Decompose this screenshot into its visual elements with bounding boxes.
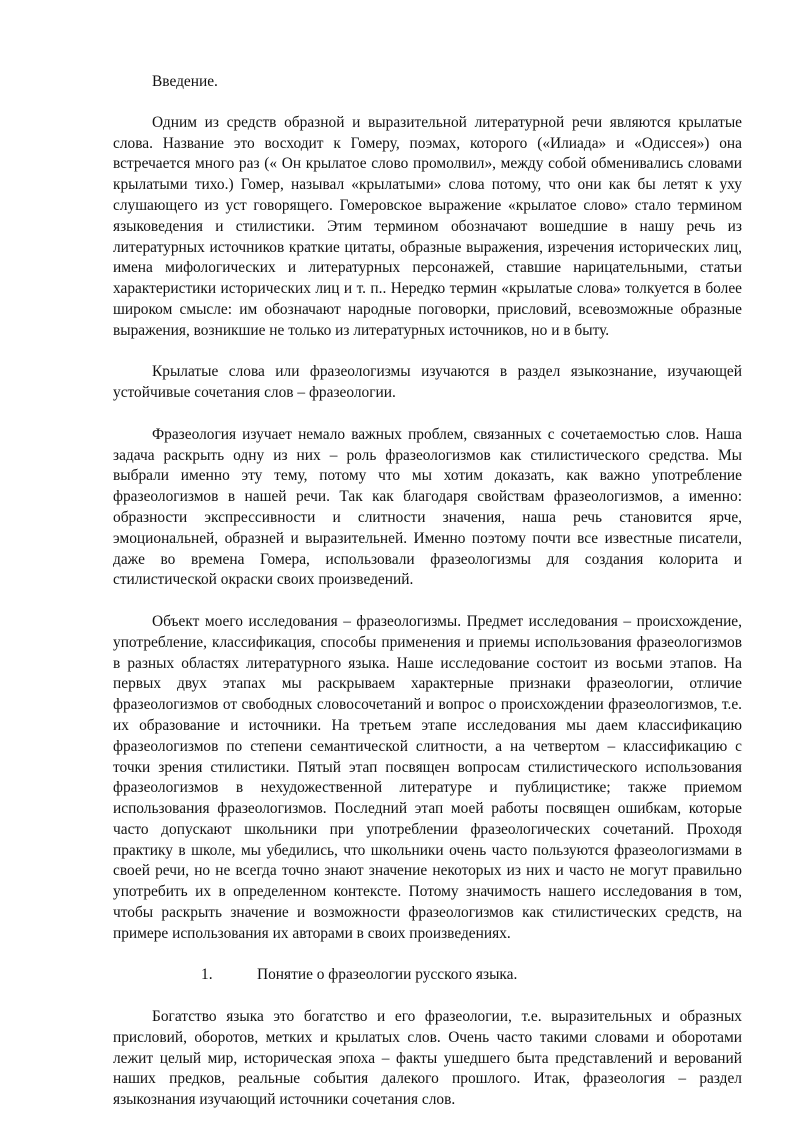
section-number: 1. — [201, 966, 213, 984]
paragraph-phraseologisms-study: Крылатые слова или фразеологизмы изучаются в раздел языкознание, изучающей устойчивые сочетания слов – фразеологии. — [113, 363, 742, 402]
paragraph-research-object: Объект моего исследования – фразеологизмы. Предмет исследования – происхождение, употребление, классификация, способы применения и приемы использования фразеологизмов в разных областях литературного языка. Наше исследование состоит из восьми этапов. На первых двух этапах мы раскрываем характерные признаки фразеологии, отличие фразеологизмов от свободных словосочетаний и вопрос о происхождении фразеологизмов, т.е. их образование и источники. На третьем этапе исследования мы даем классификацию фразеологизмов по степени семантической слитности, а на четвертом – классификацию с точки зрения стилистики. Пятый этап посвящен вопросам стилистического использования фразеологизмов в нехудожественной литературе и публицистике; также приемом использования фразеологизмов. Последний этап моей работы посвящен ошибкам, которые часто допускают школьники при употреблении фразеологических сочетаний. Проходя практику в школе, мы убедились, что школьники очень часто пользуются фразеологизмами в своей речи, но не всегда точно знают значение некоторых из них и часто не могут правильно употребить их в определенном контексте. Потому значимость нашего исследования в том, чтобы раскрыть значение и возможности фразеологизмов как стилистических средств, на примере использования их авторами в своих произведениях. — [113, 612, 742, 942]
paragraph-language-wealth: Богатство языка это богатство и его фразеологии, т.е. выразительных и образных присловий, оборотов, метких и крылатых слов. Очень часто такими словами и оборотами лежит целый мир, историческая эпоха – факты ушедшего быта представлений и верований наших предков, реальные события далекого прошлого. Итак, фразеология – раздел языкознания изучающий источники сочетания слов. — [113, 1008, 742, 1109]
section-heading — [113, 965, 742, 986]
intro-heading: Введение. — [152, 73, 218, 90]
paragraph-phraseology-problems: Фразеология изучает немало важных проблем, связанных с сочетаемостью слов. Наша задача раскрыть одну из них – роль фразеологизмов как стилистического средства. Мы выбрали именно эту тему, потому что мы хотим доказать, как важно употребление фразеологизмов в нашей речи. Так как благодаря свойствам фразеологизмов, а именно: образности экспрессивности и слитности значения, наша речь становится ярче, эмоциональней, образней и выразительней. Именно поэтому почти все известные писатели, даже во времена Гомера, использовали фразеологизмы для создания колорита и стилистической окраски своих произведений. — [113, 425, 742, 589]
paragraph-crylatye-slova: Одним из средств образной и выразительной литературной речи являются крылатые слова. Название это восходит к Гомеру, поэмах, которого («Илиада» и «Одиссея») она встречается много раз (« Он крылатое слово промолвил», между собой обменивались словами крылатыми тихо.) Гомер, называл «крылатыми» слова потому, что они как бы летят к уху слушающего из уст говорящего. Гомеровское выражение «крылатое слово» стало термином языковедения и стилистики. Этим термином обозначают вошедшие в нашу речь из литературных источников краткие цитаты, образные выражения, изречения исторических лиц, имена мифологических и литературных персонажей, ставшие нарицательными, статьи характеристики исторических лиц и т. п.. Нередко термин «крылатые слова» толкуется в более широком смысле: им обозначают народные поговорки, присловий, всевозможные образные выражения, возникшие не только из литературных источников, но и в быту. — [113, 113, 742, 339]
section-title: Понятие о фразеологии русского языка. — [257, 966, 518, 984]
document-body — [113, 72, 742, 1132]
